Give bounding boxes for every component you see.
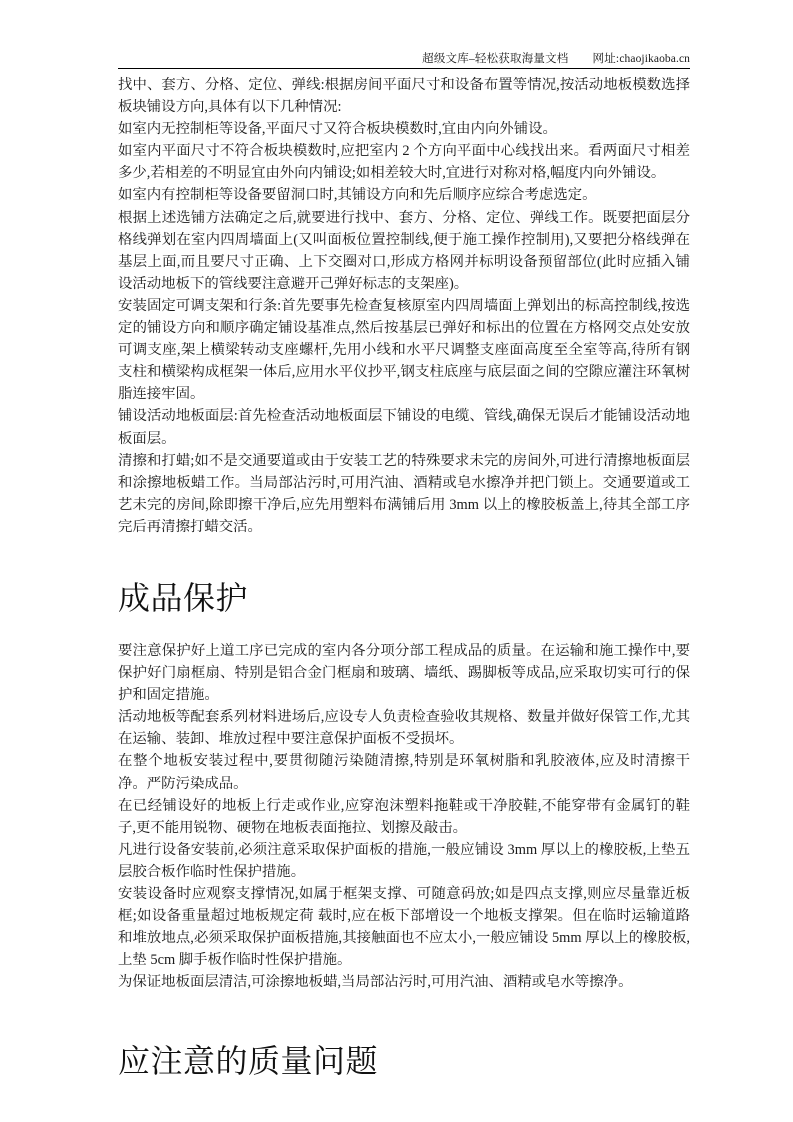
header-site-title: 超级文库–轻松获取海量文档	[422, 53, 569, 65]
paragraph: 如室内无控制柜等设备,平面尺寸又符合板块模数时,宜由内向外铺设。	[118, 121, 557, 138]
paragraph: 根据上述选铺方法确定之后,就要进行找中、套方、分格、定位、弹线工作。既要把面层分格线弹划在室内四周墙面上(又叫面板位置控制线,便于施工操作控制用),又要把分格线弹在基层上面,而且要尺寸正确、上下交圈对口,形成方格网并标明设备预留部位(此时应插入铺设活动地板下的管线要注意避开己弹好标志的支架座)。	[118, 209, 690, 292]
header-url: chaojikaoba.cn	[619, 53, 690, 65]
paragraph: 如室内有控制柜等设备要留洞口时,其铺设方向和先后顺序应综合考虑选定。	[118, 187, 597, 204]
paragraph: 找中、套方、分格、定位、弹线:根据房间平面尺寸和设备布置等情况,按活动地板模数选择板块铺设方向,具体有以下几种情况:	[118, 77, 690, 116]
paragraph: 凡进行设备安装前,必须注意采取保护面板的措施,一般应铺设 3mm 厚以上的橡胶板,上垫五层胶合板作临时性保护措施。	[118, 841, 690, 880]
section-heading-quality-issues: 应注意的质量问题	[118, 1042, 379, 1081]
section-heading-finished-product: 成品保护	[118, 578, 249, 617]
header-url-label: 网址:	[592, 53, 620, 65]
paragraph: 清擦和打蜡;如不是交通要道或由于安装工艺的特殊要求未完的房间外,可进行清擦地板面层和涂擦地板蜡工作。当局部沾污时,可用汽油、酒精或皂水擦净并把门锁上。交通要道或工艺未完的房间,除即擦干净后,应先用塑料布满铺后用 3mm 以上的橡胶板盖上,待其全部工序完后再清擦打蜡交活。	[118, 452, 690, 535]
header-divider	[118, 68, 690, 69]
running-header	[118, 52, 690, 69]
paragraph: 在整个地板安装过程中,要贯彻随污染随清擦,特别是环氧树脂和乳胶液体,应及时清擦干净。严防污染成品。	[118, 753, 690, 792]
page-content	[118, 52, 690, 1081]
paragraph: 安装固定可调支架和行条:首先要事先检查复核原室内四周墙面上弹划出的标高控制线,按选定的铺设方向和顺序确定铺设基准点,然后按基层已弹好和标出的位置在方格网交点处安放可调支座,架上横梁转动支座螺杆,先用小线和水平尺调整支座面高度至全室等高,待所有钢支柱和横梁构成框架一体后,应用水平仪抄平,钢支柱底座与底层面之间的空隙应灌注环氧树脂连接牢固。	[118, 297, 690, 403]
paragraph: 为保证地板面层清洁,可涂擦地板蜡,当局部沾污时,可用汽油、酒精或皂水等擦净。	[118, 974, 633, 991]
heading-top-spacer	[118, 538, 690, 578]
heading-top-spacer	[118, 993, 690, 1041]
heading-bottom-spacer	[118, 618, 690, 640]
paragraph: 要注意保护好上道工序已完成的室内各分项分部工程成品的质量。在运输和施工操作中,要保护好门扇框扇、特别是铝合金门框扇和玻璃、墙纸、踢脚板等成品,应采取切实可行的保护和固定措施。	[118, 642, 690, 704]
paragraph: 铺设活动地板面层:首先检查活动地板面层下铺设的电缆、管线,确保无误后才能铺设活动地板面层。	[118, 408, 690, 447]
paragraph: 安装设备时应观察支撑情况,如属于框架支撑、可随意码放;如是四点支撑,则应尽量靠近板框;如设备重量超过地板规定荷 载时,应在板下部增设一个地板支撑架。但在临时运输道路和堆放地点,必须采取保护面板措施,其接触面也不应太小,一般应铺设 5mm 厚以上的橡胶板,上垫 5cm 脚手板作临时性保护措施。	[118, 886, 690, 969]
running-header-line	[118, 52, 690, 68]
paragraph: 如室内平面尺寸不符合板块模数时,应把室内 2 个方向平面中心线找出来。看两面尺寸相差多少,若相差的不明显宜由外向内铺设;如相差较大时,宜进行对称对格,幅度内向外铺设。	[118, 143, 690, 182]
paragraph: 在已经铺设好的地板上行走或作业,应穿泡沫塑料拖鞋或干净胶鞋,不能穿带有金属钉的鞋子,更不能用锐物、硬物在地板表面拖拉、划擦及敲击。	[118, 797, 690, 836]
paragraph: 活动地板等配套系列材料进场后,应设专人负责检查验收其规格、数量并做好保管工作,尤其在运输、装卸、堆放过程中要注意保护面板不受损坏。	[118, 709, 690, 748]
